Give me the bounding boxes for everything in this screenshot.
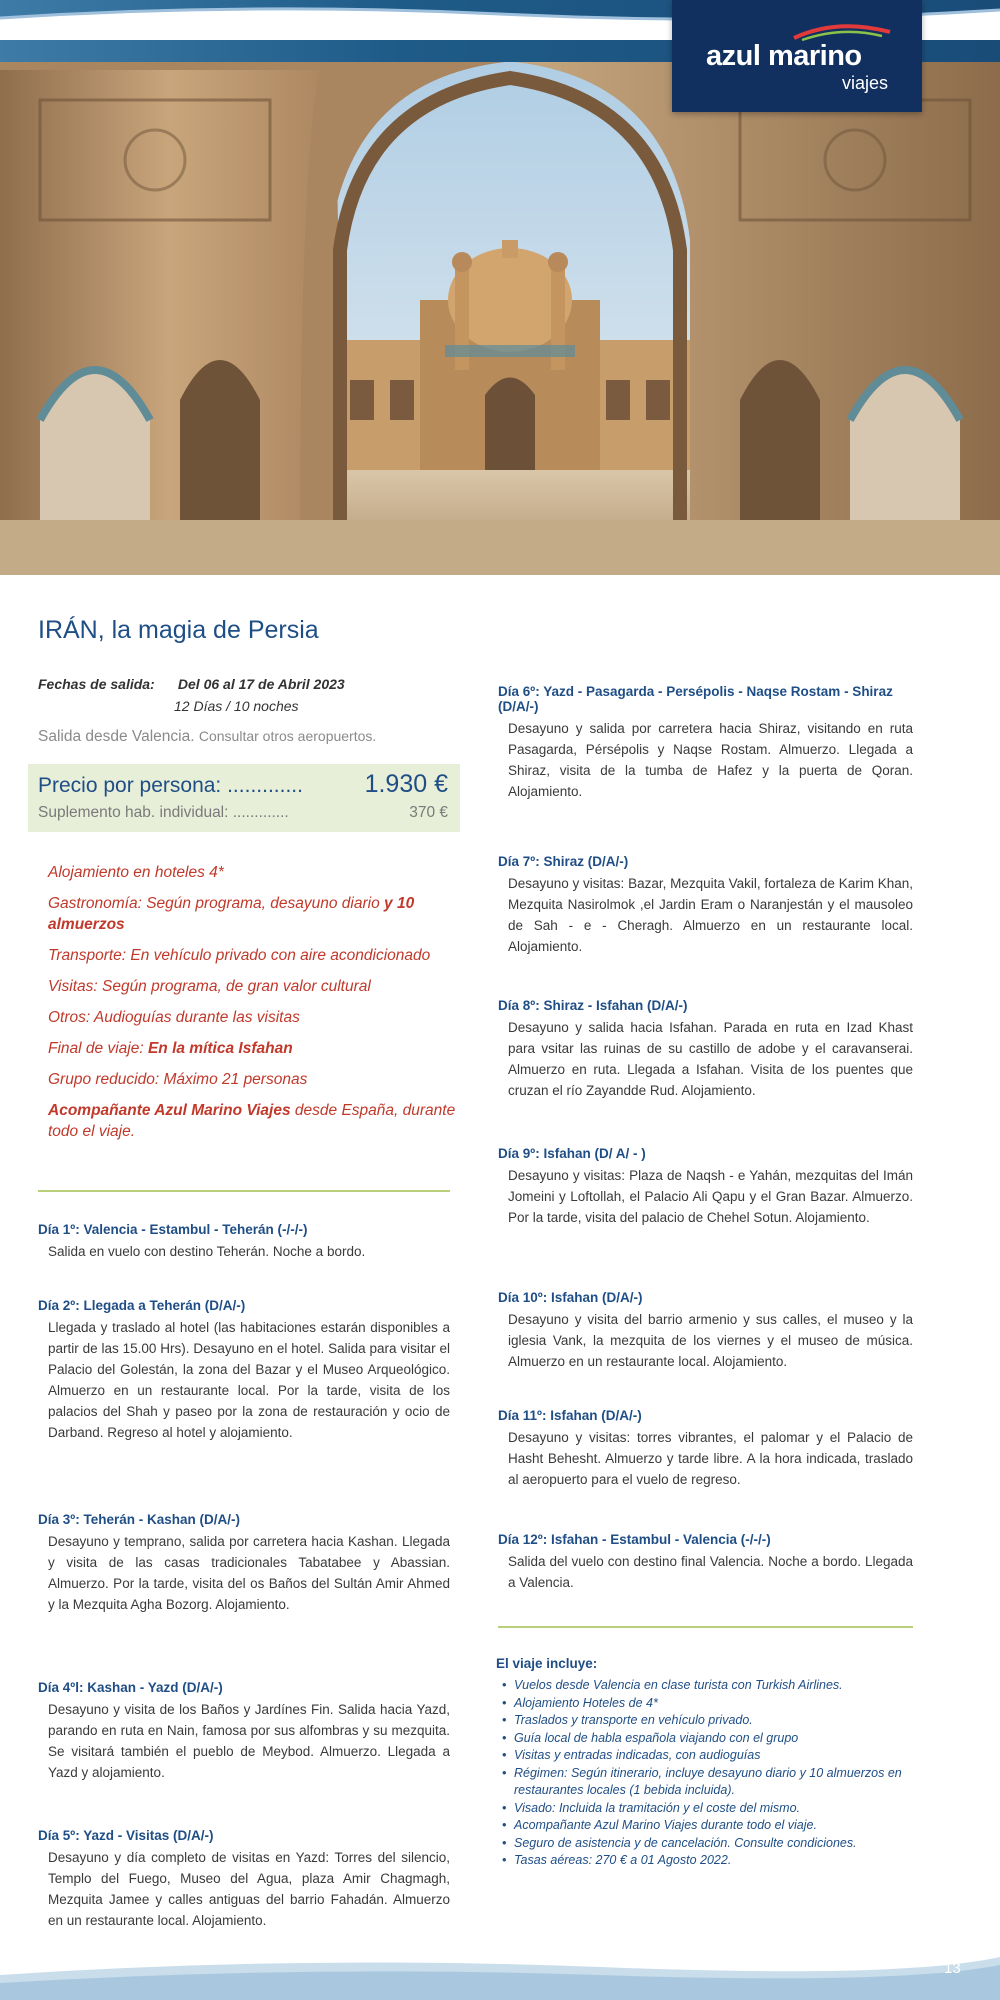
day-11	[498, 1408, 913, 1490]
departure-main: Salida desde Valencia.	[38, 728, 195, 745]
feature-item: Visitas: Según programa, de gran valor cultural	[48, 978, 371, 995]
day-title: Día 8º: Shiraz - Isfahan (D/A/-)	[498, 998, 688, 1013]
day-text: Salida del vuelo con destino final Valencia. Noche a bordo. Llegada a Valencia.	[508, 1554, 913, 1590]
day-12	[498, 1532, 913, 1593]
departure-city	[38, 728, 376, 746]
include-item: • Traslados y transporte en vehículo privado.	[514, 1712, 926, 1730]
features-list	[48, 862, 458, 1152]
day-7	[498, 854, 913, 957]
day-5	[38, 1828, 450, 1931]
departure-note: Consultar otros aeropuertos.	[198, 728, 377, 744]
day-text: Desayuno y visitas: torres vibrantes, el palomar y el Palacio de Hasht Behesht. Almuerzo y tarde libre. A la hora indicada, traslado al aeropuerto para el vuelo de regreso.	[508, 1430, 913, 1487]
brand-sub: viajes	[842, 73, 889, 93]
includes-title: El viaje incluye:	[496, 1656, 598, 1671]
day-title: Día 7º: Shiraz (D/A/-)	[498, 854, 629, 869]
include-item: • Régimen: Según itinerario, incluye desayuno diario y 10 almuerzos en restaurantes locales (1 bebida incluida).	[514, 1765, 926, 1800]
day-8	[498, 998, 913, 1101]
day-title: Día 4ºl: Kashan - Yazd (D/A/-)	[38, 1680, 223, 1695]
day-1	[38, 1222, 450, 1262]
day-text: Desayuno y visitas: Bazar, Mezquita Vakil, fortaleza de Karim Khan, Mezquita Nasirolmok ,el Jardin Eram o Naranjestán y el mausoleo de Sah - e - Cheragh. Almuerzo en un restaurante local. Alojamiento.	[508, 876, 913, 954]
day-text: Salida en vuelo con destino Teherán. Noche a bordo.	[48, 1244, 366, 1259]
include-item: • Seguro de asistencia y de cancelación. Consulte condiciones.	[514, 1835, 926, 1853]
day-title: Día 10º: Isfahan (D/A/-)	[498, 1290, 643, 1305]
day-3	[38, 1512, 450, 1615]
feature-item: Gastronomía: Según programa, desayuno diario y 10 almuerzos	[48, 895, 415, 933]
include-item: • Visitas y entradas indicadas, con audioguías	[514, 1747, 926, 1765]
hero-image	[0, 0, 1000, 575]
departure-dates	[38, 676, 345, 714]
day-title: Día 1º: Valencia - Estambul - Teherán (-/-/-)	[38, 1222, 308, 1237]
day-10	[498, 1290, 913, 1372]
page-title: IRÁN, la magia de Persia	[38, 616, 319, 644]
day-title: Día 11º: Isfahan (D/A/-)	[498, 1408, 642, 1423]
include-item: • Acompañante Azul Marino Viajes durante todo el viaje.	[514, 1817, 926, 1835]
day-title: Día 5º: Yazd - Visitas (D/A/-)	[38, 1828, 214, 1843]
brand-logo[interactable]	[672, 0, 922, 112]
includes-section	[496, 1656, 926, 1870]
feature-item: Final de viaje: En la mítica Isfahan	[48, 1040, 293, 1057]
page-number: 13	[944, 1960, 961, 1977]
dates-value: Del 06 al 17 de Abril 2023	[177, 676, 345, 692]
include-item: • Guía local de habla española viajando con el grupo	[514, 1730, 926, 1748]
trip-duration: 12 Días / 10 noches	[174, 698, 299, 714]
divider-right	[498, 1626, 913, 1628]
day-text: Desayuno y visitas: Plaza de Naqsh - e Yahán, mezquitas del Imán Jomeini y Loftollah, el Palacio Ali Qapu y el Gran Bazar. Almuerzo. Por la tarde, visita del palacio de Chehel Sotun. Alojamiento.	[508, 1168, 913, 1225]
day-text: Desayuno y visita del barrio armenio y sus calles, el museo y la iglesia Vank, la mezquita de los viernes y el museo de música. Almuerzo en un restaurante local. Alojamiento.	[508, 1312, 913, 1369]
feature-item: Acompañante Azul Marino Viajes desde España, durante todo el viaje.	[48, 1102, 456, 1140]
day-text: Llegada y traslado al hotel (las habitaciones estarán disponibles a partir de las 15.00 Hrs). Desayuno en el hotel. Salida para visitar el Palacio del Golestán, la zona del Bazar y el Museo Arqueológico. Almuerzo en un restaurante local. Por la tarde, visita de los palacios del Shah y paseo por la zona de restauración y ocio de Darband. Regreso al hotel y alojamiento.	[48, 1320, 450, 1440]
day-title: Día 9º: Isfahan (D/ A/ - )	[498, 1146, 646, 1161]
feature-item: Alojamiento en hoteles 4*	[48, 864, 224, 881]
brand-name: azul marino	[706, 40, 862, 72]
include-item: • Alojamiento Hoteles de 4*	[514, 1695, 926, 1713]
day-4	[38, 1680, 450, 1783]
swoosh-icon	[792, 22, 892, 42]
price-box	[28, 764, 460, 832]
supplement-label: Suplemento hab. individual: .............	[38, 804, 289, 821]
dates-label: Fechas de salida:	[38, 676, 155, 692]
day-text: Desayuno y salida por carretera hacia Shiraz, visitando en ruta Pasagarda, Pérsépolis y Naqse Rostam. Almuerzo. Llegada a Shiraz, visita de la tumba de Hafez y la puerta de Qoran. Alojamiento.	[508, 721, 913, 799]
include-item: • Tasas aéreas: 270 € a 01 Agosto 2022.	[514, 1852, 926, 1870]
feature-item: Transporte: En vehículo privado con aire acondicionado	[48, 947, 431, 964]
day-text: Desayuno y visita de los Baños y Jardínes Fin. Salida hacia Yazd, parando en ruta en Nain, famosa por sus alfombras y su mezquita. Se visitará también el pueblo de Meybod. Almuerzo. Llegada a Yazd y alojamiento.	[48, 1702, 450, 1780]
day-2	[38, 1298, 450, 1443]
divider-left	[38, 1190, 450, 1192]
day-text: Desayuno y día completo de visitas en Yazd: Torres del silencio, Templo del Fuego, Museo del Agua, plaza Amir Chagmagh, Mezquita Jamee y calles antiguas del barrio Fahadán. Almuerzo en un restaurante local. Alojamiento.	[48, 1850, 450, 1928]
day-title: Día 6º: Yazd - Pasagarda - Persépolis - Naqse Rostam - Shiraz (D/A/-)	[498, 684, 893, 714]
day-title: Día 12º: Isfahan - Estambul - Valencia (-/-/-)	[498, 1532, 771, 1547]
day-6	[498, 684, 913, 802]
include-item: • Visado: Incluida la tramitación y el coste del mismo.	[514, 1800, 926, 1818]
day-9	[498, 1146, 913, 1228]
feature-item: Grupo reducido: Máximo 21 personas	[48, 1071, 308, 1088]
price-label: Precio por persona: .............	[38, 774, 303, 797]
day-title: Día 3º: Teherán - Kashan (D/A/-)	[38, 1512, 240, 1527]
supplement-value: 370 €	[409, 804, 448, 821]
footer-wave	[0, 1945, 1000, 2000]
includes-list	[496, 1677, 926, 1870]
include-item: • Vuelos desde Valencia en clase turista con Turkish Airlines.	[514, 1677, 926, 1695]
day-text: Desayuno y salida hacia Isfahan. Parada en ruta en Izad Khast para vsitar las ruinas de su castillo de adobe y el caravanserai. Almuerzo en ruta. Llegada a Isfahan. Visita de los puentes que cruzan el río Zayandde Rud. Alojamiento.	[508, 1020, 913, 1098]
price-value: 1.930 €	[364, 770, 448, 798]
feature-item: Otros: Audioguías durante las visitas	[48, 1009, 300, 1026]
day-title: Día 2º: Llegada a Teherán (D/A/-)	[38, 1298, 246, 1313]
day-text: Desayuno y temprano, salida por carretera hacia Kashan. Llegada y visita de las casas tradicionales Tabatabee y Abassian. Almuerzo. Por la tarde, visita del os Baños del Sultán Amir Ahmed y la Mezquita Agha Bozorg. Alojamiento.	[48, 1534, 450, 1612]
